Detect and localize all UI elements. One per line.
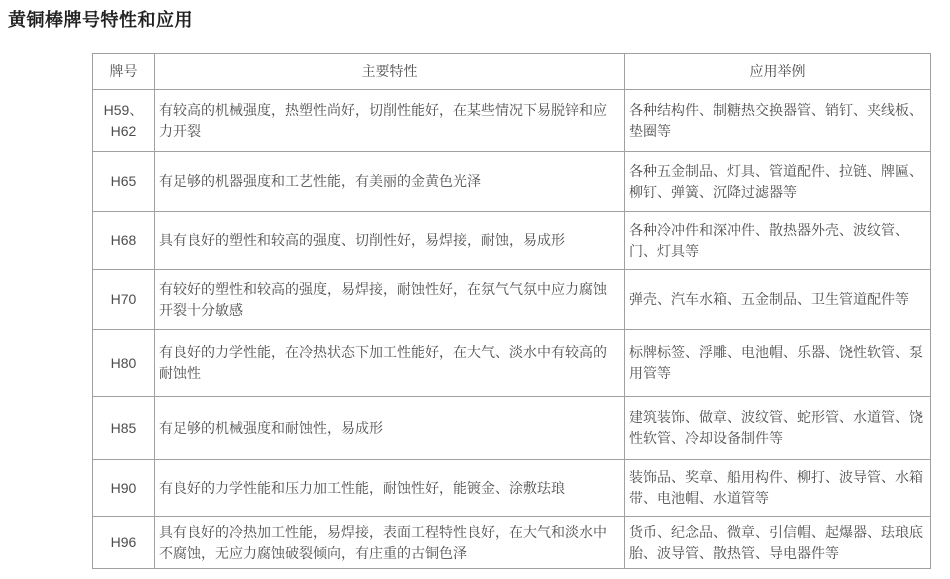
table-header	[93, 54, 931, 90]
applications-cell: 各种结构件、制糖热交换器管、销钉、夹线板、垫圈等	[625, 90, 931, 152]
applications-cell: 各种五金制品、灯具、管道配件、拉链、牌匾、柳钉、弹簧、沉降过滤器等	[625, 152, 931, 212]
grade-cell: H59、H62	[93, 90, 155, 152]
table-row	[93, 397, 931, 460]
table-row	[93, 212, 931, 270]
brass-rod-grades-table	[92, 53, 931, 569]
grade-cell: H85	[93, 397, 155, 460]
grade-cell: H70	[93, 270, 155, 330]
table-body	[93, 90, 931, 569]
applications-cell: 货币、纪念品、微章、引信帽、起爆器、珐琅底胎、波导管、散热管、导电器件等	[625, 517, 931, 569]
grade-cell: H65	[93, 152, 155, 212]
table-row	[93, 460, 931, 517]
grade-cell: H96	[93, 517, 155, 569]
features-cell: 有良好的力学性能和压力加工性能，耐蚀性好，能镀金、涂敷珐琅	[155, 460, 625, 517]
features-cell: 有足够的机械强度和耐蚀性，易成形	[155, 397, 625, 460]
page-title: 黄铜棒牌号特性和应用	[8, 10, 193, 30]
table-row	[93, 330, 931, 397]
table-row	[93, 152, 931, 212]
features-cell: 具有良好的塑性和较高的强度、切削性好，易焊接，耐蚀，易成形	[155, 212, 625, 270]
applications-cell: 标牌标签、浮雕、电池帽、乐器、饶性软管、泵用管等	[625, 330, 931, 397]
applications-cell: 弹壳、汽车水箱、五金制品、卫生管道配件等	[625, 270, 931, 330]
features-cell: 有足够的机器强度和工艺性能，有美丽的金黄色光泽	[155, 152, 625, 212]
header-row	[93, 54, 931, 90]
table-row	[93, 517, 931, 569]
grade-cell: H80	[93, 330, 155, 397]
column-header-grade: 牌号	[93, 54, 155, 90]
grade-cell: H90	[93, 460, 155, 517]
table-row	[93, 90, 931, 152]
features-cell: 有较好的塑性和较高的强度，易焊接，耐蚀性好，在氛气气氛中应力腐蚀开裂十分敏感	[155, 270, 625, 330]
table-row	[93, 270, 931, 330]
grade-cell: H68	[93, 212, 155, 270]
column-header-features: 主要特性	[155, 54, 625, 90]
features-cell: 有较高的机械强度，热塑性尚好，切削性能好，在某些情况下易脱锌和应力开裂	[155, 90, 625, 152]
applications-cell: 建筑装饰、做章、波纹管、蛇形管、水道管、饶性软管、冷却设备制件等	[625, 397, 931, 460]
column-header-applications: 应用举例	[625, 54, 931, 90]
applications-cell: 各种冷冲件和深冲件、散热器外壳、波纹管、门、灯具等	[625, 212, 931, 270]
features-cell: 具有良好的冷热加工性能，易焊接，表面工程特性良好，在大气和淡水中不腐蚀，无应力腐蚀破裂倾向，有庄重的古铜色泽	[155, 517, 625, 569]
applications-cell: 装饰品、奖章、船用构件、柳打、波导管、水箱带、电池帽、水道管等	[625, 460, 931, 517]
features-cell: 有良好的力学性能，在冷热状态下加工性能好，在大气、淡水中有较高的耐蚀性	[155, 330, 625, 397]
